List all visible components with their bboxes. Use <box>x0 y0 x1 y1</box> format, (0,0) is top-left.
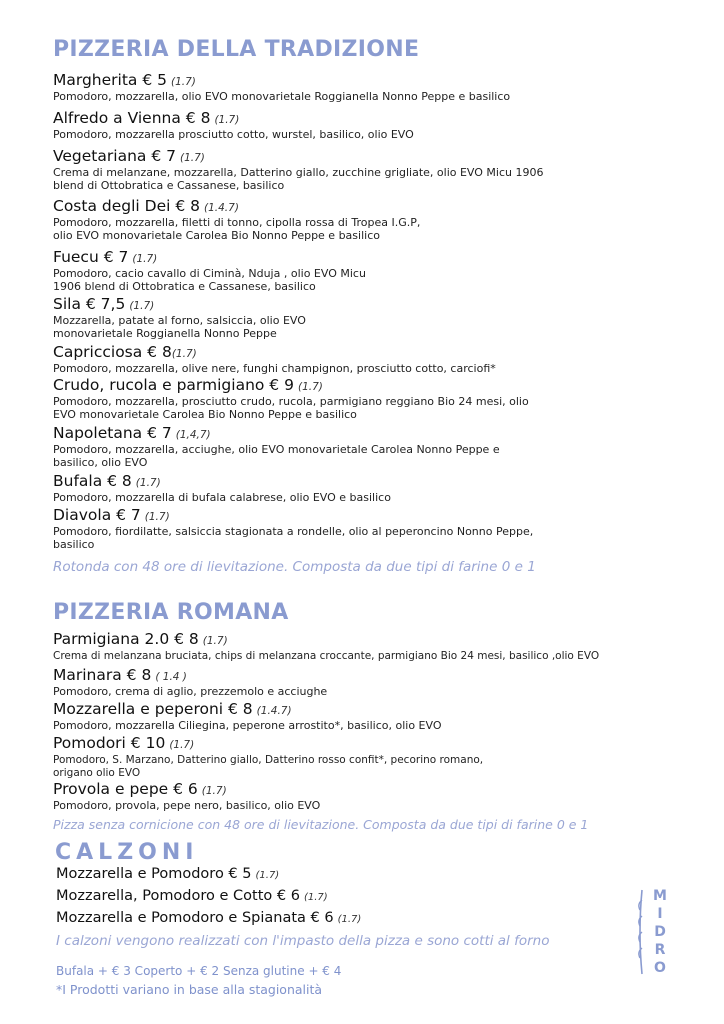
calzone-item <box>56 888 328 904</box>
allergen-code: (1.7) <box>303 892 328 903</box>
menu-item-napoletana <box>53 424 673 469</box>
item-name: Parmigiana 2.0 € 8 <box>53 630 199 648</box>
item-description: Pomodoro, mozzarella, filetti di tonno, cipolla rossa di Tropea I.G.P, olio EVO monovarietale Carolea Bio Nonno Peppe e basilico <box>53 216 421 242</box>
item-description: Crema di melanzane, mozzarella, Datterino giallo, zucchine grigliate, olio EVO Micu 1906 blend di Ottobratica e Cassanese, basilico <box>53 166 544 192</box>
midro-logo-icon <box>636 886 676 978</box>
extras-pricing: Bufala + € 3 Coperto + € 2 Senza glutine + € 4 <box>56 964 342 978</box>
romana-note: Pizza senza cornicione con 48 ore di lievitazione. Composta da due tipi di farine 0 e 1 <box>53 817 589 832</box>
item-name: Capricciosa € 8 <box>53 343 172 361</box>
item-name: Fuecu € 7 <box>53 248 129 266</box>
item-name: Crudo, rucola e parmigiano € 9 <box>53 376 294 394</box>
item-name: Alfredo a Vienna € 8 <box>53 109 211 127</box>
item-name: Provola e pepe € 6 <box>53 780 198 798</box>
allergen-code: (1.7) <box>297 381 323 393</box>
allergen-code: ( 1.4 ) <box>155 671 187 683</box>
allergen-code: (1.4.7) <box>204 202 239 214</box>
allergen-code: (1.7) <box>179 152 205 164</box>
menu-item-pomodori <box>53 734 673 779</box>
allergen-code: (1.7) <box>171 76 196 88</box>
item-name: Mozzarella e Pomodoro e Spianata € 6 <box>56 910 334 926</box>
calzoni-note: I calzoni vengono realizzati con l'impasto della pizza e sono cotti al forno <box>56 933 550 949</box>
menu-item-bufala <box>53 472 673 505</box>
menu-item-capricciosa <box>53 343 673 376</box>
item-description: Pomodoro, mozzarella prosciutto cotto, wurstel, basilico, olio EVO <box>53 128 414 141</box>
menu-item-parmigiana <box>53 630 673 663</box>
item-name: Napoletana € 7 <box>53 424 172 442</box>
menu-item-diavola <box>53 506 673 551</box>
menu-item-margherita <box>53 71 673 104</box>
menu-item-sila <box>53 295 673 340</box>
section-title-calzoni: CALZONI <box>55 840 199 865</box>
logo-letter: M <box>653 888 667 904</box>
item-description: Pomodoro, mozzarella, acciughe, olio EVO monovarietale Carolea Nonno Peppe e basilico, olio EVO <box>53 443 500 469</box>
logo-letter: O <box>654 960 666 976</box>
item-name: Margherita € 5 <box>53 71 168 89</box>
item-name: Sila € 7,5 <box>53 295 126 313</box>
logo-letter: R <box>654 942 666 958</box>
logo-letter: I <box>657 906 663 922</box>
section-title-tradizione: PIZZERIA DELLA TRADIZIONE <box>53 37 420 62</box>
item-description: Pomodoro, mozzarella, olive nere, funghi champignon, prosciutto cotto, carciofi* <box>53 362 496 375</box>
allergen-code: (1.7) <box>135 477 161 489</box>
allergen-code: (1.7) <box>171 348 197 360</box>
allergen-code: (1.7) <box>201 785 227 797</box>
calzone-item <box>56 866 279 882</box>
menu-item-provola-pepe <box>53 780 673 813</box>
item-description: Pomodoro, S. Marzano, Datterino giallo, Datterino rosso confit*, pecorino romano, origano olio EVO <box>53 754 484 779</box>
allergen-code: (1.7) <box>337 914 362 925</box>
item-name: Costa degli Dei € 8 <box>53 197 200 215</box>
allergen-code: (1.7) <box>202 635 228 647</box>
item-name: Diavola € 7 <box>53 506 141 524</box>
allergen-code: (1.7) <box>129 300 155 312</box>
allergen-code: (1,4,7) <box>175 429 211 441</box>
menu-item-alfredo <box>53 109 673 142</box>
menu-item-crudo <box>53 376 673 421</box>
allergen-code: (1.7) <box>144 511 170 523</box>
allergen-code: (1.4.7) <box>256 705 292 717</box>
menu-item-fuecu <box>53 248 673 293</box>
item-description: Pomodoro, mozzarella di bufala calabrese, olio EVO e basilico <box>53 491 391 504</box>
allergen-code: (1.7) <box>214 114 240 126</box>
item-description: Pomodoro, mozzarella Ciliegina, peperone arrostito*, basilico, olio EVO <box>53 719 442 732</box>
item-name: Bufala € 8 <box>53 472 132 490</box>
seasonal-note: *I Prodotti variano in base alla stagionalità <box>56 982 323 997</box>
item-name: Mozzarella, Pomodoro e Cotto € 6 <box>56 888 300 904</box>
item-description: Mozzarella, patate al forno, salsiccia, olio EVO monovarietale Roggianella Nonno Peppe <box>53 314 306 340</box>
item-name: Vegetariana € 7 <box>53 147 176 165</box>
item-description: Pomodoro, crema di aglio, prezzemolo e acciughe <box>53 685 328 698</box>
allergen-code: (1.7) <box>255 870 280 881</box>
allergen-code: (1.7) <box>132 253 158 265</box>
item-name: Mozzarella e Pomodoro € 5 <box>56 866 252 882</box>
menu-item-mozzarella-peperoni <box>53 700 673 733</box>
logo-letter: D <box>654 924 666 940</box>
section-title-romana: PIZZERIA ROMANA <box>53 600 289 625</box>
item-description: Pomodoro, mozzarella, olio EVO monovarietale Roggianella Nonno Peppe e basilico <box>53 90 511 103</box>
menu-item-vegetariana <box>53 147 673 192</box>
calzone-item <box>56 910 361 926</box>
allergen-code: (1.7) <box>169 739 195 751</box>
tradizione-note: Rotonda con 48 ore di lievitazione. Composta da due tipi di farine 0 e 1 <box>53 559 536 575</box>
item-description: Pomodoro, provola, pepe nero, basilico, olio EVO <box>53 799 321 812</box>
item-name: Marinara € 8 <box>53 666 152 684</box>
item-description: Crema di melanzana bruciata, chips di melanzana croccante, parmigiano Bio 24 mesi, basilico ,olio EVO <box>53 650 600 662</box>
item-name: Mozzarella e peperoni € 8 <box>53 700 253 718</box>
menu-item-marinara <box>53 666 673 699</box>
item-description: Pomodoro, mozzarella, prosciutto crudo, rucola, parmigiano reggiano Bio 24 mesi, olio EVO monovarietale Carolea Bio Nonno Peppe e basilico <box>53 395 529 421</box>
menu-item-costa-degli-dei <box>53 197 673 242</box>
item-name: Pomodori € 10 <box>53 734 166 752</box>
item-description: Pomodoro, fiordilatte, salsiccia stagionata a rondelle, olio al peperoncino Nonno Peppe, basilico <box>53 525 534 551</box>
item-description: Pomodoro, cacio cavallo di Ciminà, Nduja , olio EVO Micu 1906 blend di Ottobratica e Cassanese, basilico <box>53 267 366 293</box>
